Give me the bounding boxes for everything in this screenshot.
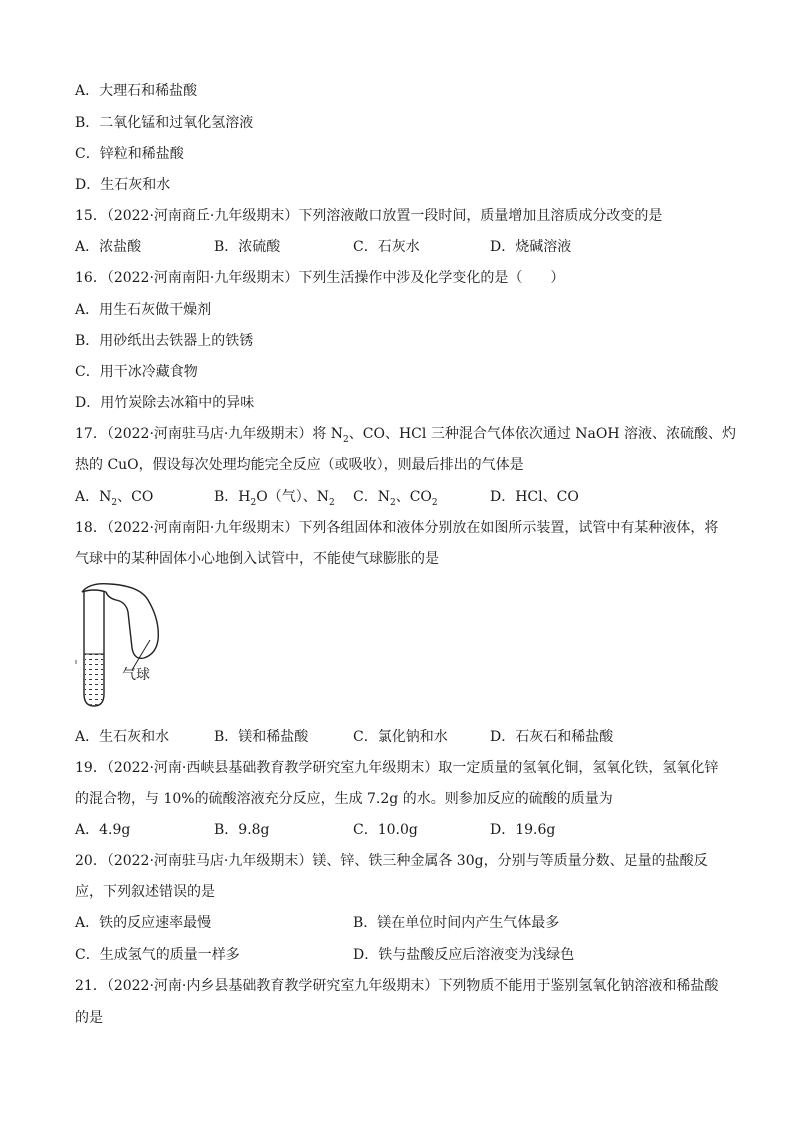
q19-stem-line1: 19．（2022·河南·西峡县基础教育教学研究室九年级期末）取一定质量的氢氧化铜，氢氧化铁，氢氧化锌 (75, 760, 719, 776)
q14-option-b: B．二氧化锰和过氧化氢溶液 (75, 115, 254, 131)
q16-option-b: B．用砂纸出去铁器上的铁锈 (75, 333, 254, 349)
q17-option-b: B．$H_2O$（气）、$N_2$ (214, 489, 335, 508)
balloon (82, 584, 158, 659)
q19-stem-line2: 的混合物，与 10%的硫酸溶液充分反应，生成 7.2g 的水。则参加反应的硫酸的质量为 (75, 791, 613, 807)
q16-option-a: A．用生石灰做干燥剂 (75, 302, 212, 318)
q19-option-b: B．9.8g (214, 822, 270, 838)
q17-stem-line2: 热的 CuO，假设每次处理均能完全反应（或吸收），则最后排出的气体是 (75, 457, 524, 473)
q20-option-d: D．铁与盐酸反应后溶液变为浅绿色 (353, 947, 575, 963)
q15-option-a: A．浓盐酸 (75, 239, 142, 255)
q14-option-c: C．锌粒和稀盐酸 (75, 146, 184, 162)
q18-stem-line2: 气球中的某种固体小心地倒入试管中，不能使气球膨胀的是 (75, 551, 439, 567)
q20-option-b: B．镁在单位时间内产生气体最多 (353, 915, 560, 931)
balloon-label: 气球 (122, 667, 150, 683)
q20-stem-line2: 应，下列叙述错误的是 (75, 884, 215, 900)
q19-option-c: C．10.0g (353, 822, 418, 838)
q15-option-c: C．石灰水 (353, 239, 420, 255)
q18-option-a: A．生石灰和水 (75, 729, 170, 745)
q19-option-d: D．19.6g (490, 822, 556, 838)
q15-option-d: D．烧碱溶液 (490, 239, 572, 255)
q18-option-b: B．镁和稀盐酸 (214, 729, 309, 745)
q16-option-c: C．用干冰冷藏食物 (75, 364, 198, 380)
q17-option-d: D．HCl、CO (490, 489, 579, 505)
q18-stem-line1: 18．（2022·河南南阳·九年级期末）下列各组固体和液体分别放在如图所示装置，试管中有某种液体，将 (75, 520, 719, 536)
q17-stem-line1: 17．（2022·河南驻马店·九年级期末）将 $N_2$、CO、HCl 三种混合气体依次通过 NaOH 溶液、浓硫酸、灼 (75, 426, 737, 445)
q16-option-d: D．用竹炭除去冰箱中的异味 (75, 395, 255, 411)
q15-option-b: B．浓硫酸 (214, 239, 281, 255)
q15-stem: 15．（2022·河南商丘·九年级期末）下列溶液敞口放置一段时间，质量增加且溶质成分改变的是 (75, 208, 663, 224)
liquid (85, 654, 103, 705)
q14-option-a: A．大理石和稀盐酸 (75, 83, 198, 99)
q17-option-a: A．$N_2$、CO (75, 489, 154, 508)
q17-option-c: C．$N_2$、$CO_2$ (353, 489, 438, 508)
q21-stem-line1: 21．（2022·河南·内乡县基础教育教学研究室九年级期末）下列物质不能用于鉴别氢氧化钠溶液和稀盐酸 (75, 978, 719, 994)
test-tube-balloon-figure (70, 582, 180, 712)
q19-option-a: A．4.9g (75, 822, 131, 838)
q20-option-a: A．铁的反应速率最慢 (75, 915, 212, 931)
q14-option-d: D．生石灰和水 (75, 177, 171, 193)
q20-stem-line1: 20．（2022·河南驻马店·九年级期末）镁、锌、铁三种金属各 30g，分别与等质量分数、足量的盐酸反 (75, 853, 708, 869)
q21-stem-line2: 的是 (75, 1010, 103, 1026)
q18-option-d: D．石灰石和稀盐酸 (490, 729, 614, 745)
q16-stem: 16．（2022·河南南阳·九年级期末）下列生活操作中涉及化学变化的是（ ） (75, 270, 565, 286)
q18-option-c: C．氯化钠和水 (353, 729, 448, 745)
q20-option-c: C．生成氢气的质量一样多 (75, 947, 240, 963)
